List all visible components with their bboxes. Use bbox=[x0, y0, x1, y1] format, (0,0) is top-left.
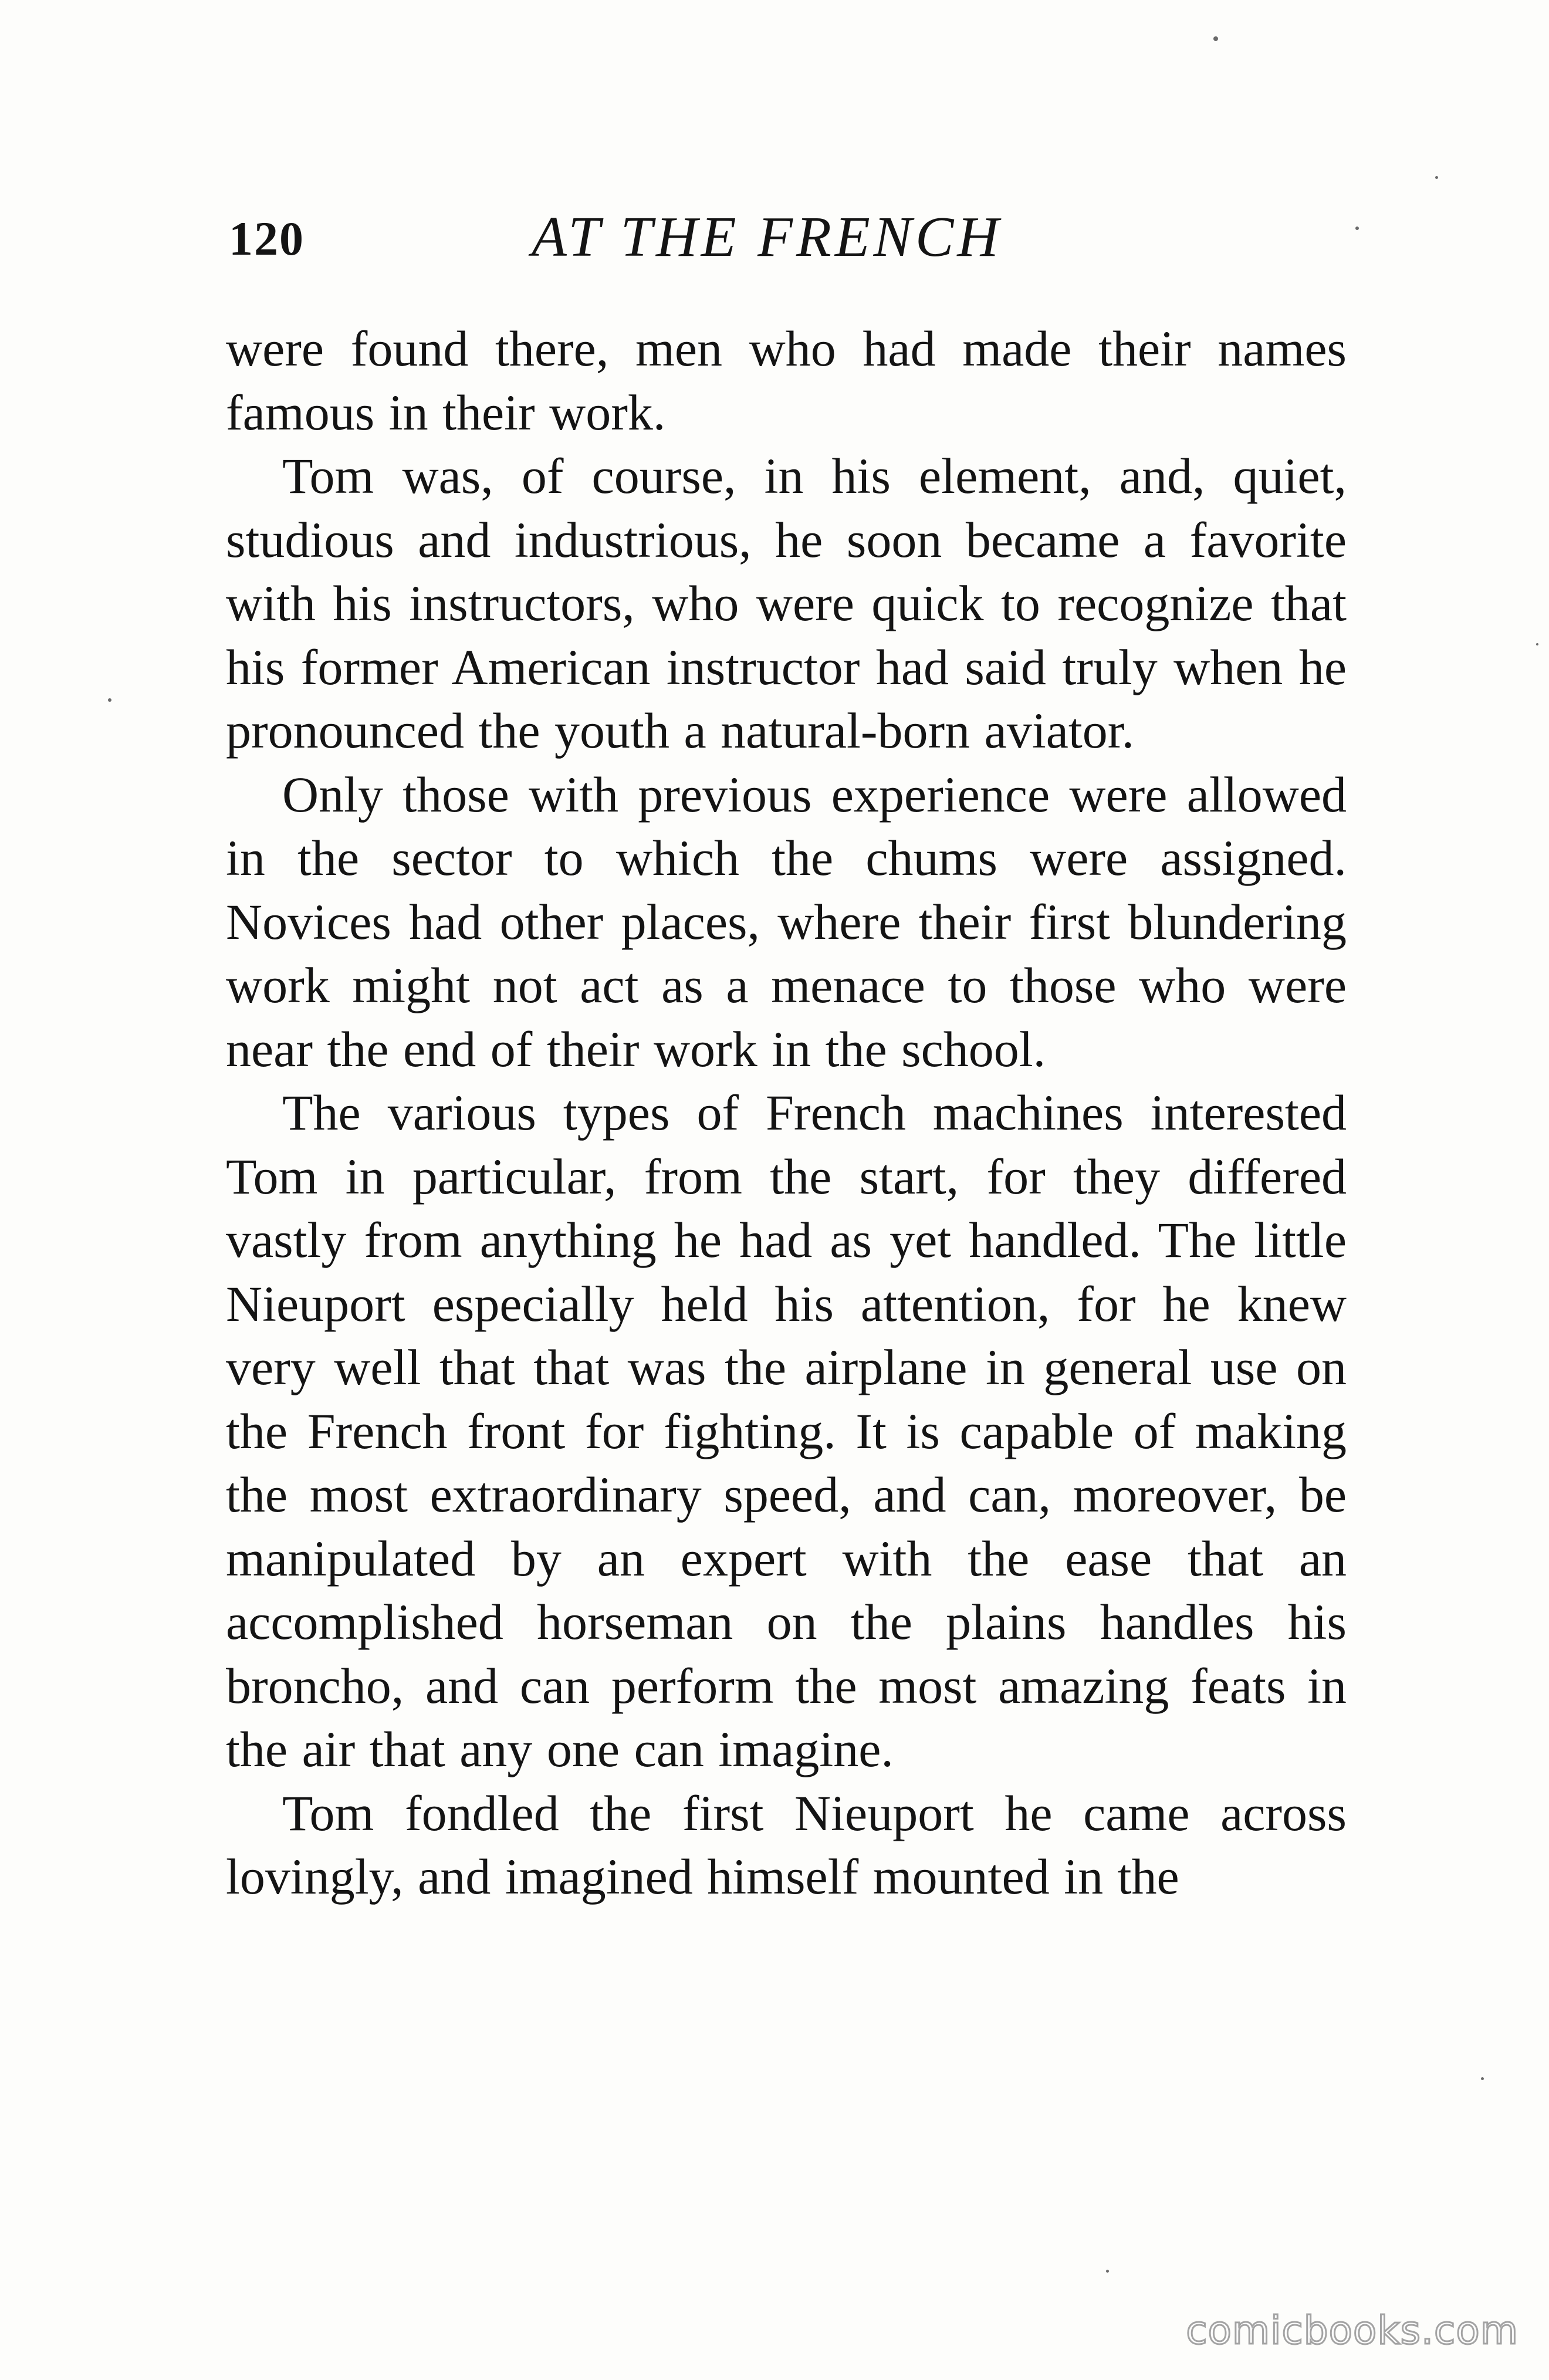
paragraph-4: The various types of French machines interested Tom in particular, from the start, for they differed vastly from anything he had as yet handled. The little Nieuport especially held his attention, for he knew very well that that was the airplane in general use on the French front for fighting. It is capable of making the most extraordinary speed, and can, moreover, be manipulated by an expert with the ease that an accomplished horseman on the plains handles his broncho, and can perform the most amazing feats in the air that any one can imagine. bbox=[226, 1084, 1347, 1777]
print-speck bbox=[1213, 36, 1218, 41]
print-speck bbox=[1355, 226, 1359, 230]
page-number: 120 bbox=[229, 212, 305, 265]
paragraph-2: Tom was, of course, in his element, and, quiet, studious and industrious, he soon became a favorite with his instructors, who were quick to recognize that his former American instructor had said truly when he pronounced the youth a natural-born aviator. bbox=[226, 448, 1347, 759]
print-speck bbox=[1481, 2077, 1484, 2080]
running-title: AT THE FRENCH bbox=[532, 205, 1003, 269]
paragraph-1: were found there, men who had made their names famous in their work. bbox=[226, 320, 1347, 441]
print-speck bbox=[1435, 176, 1438, 179]
body-text bbox=[226, 317, 1347, 1909]
print-speck bbox=[1106, 2270, 1109, 2273]
print-speck bbox=[1536, 643, 1538, 645]
watermark-logo: comicbooks.com bbox=[1186, 2308, 1518, 2353]
print-speck bbox=[108, 698, 111, 702]
page-header bbox=[229, 200, 1350, 282]
paragraph-5: Tom fondled the first Nieuport he came across lovingly, and imagined himself mounted in the bbox=[226, 1784, 1347, 1905]
paragraph-3: Only those with previous experience were allowed in the sector to which the chums were assigned. Novices had other places, where their first blundering work might not act as a menace to those who were near the end of their work in the school. bbox=[226, 766, 1347, 1077]
